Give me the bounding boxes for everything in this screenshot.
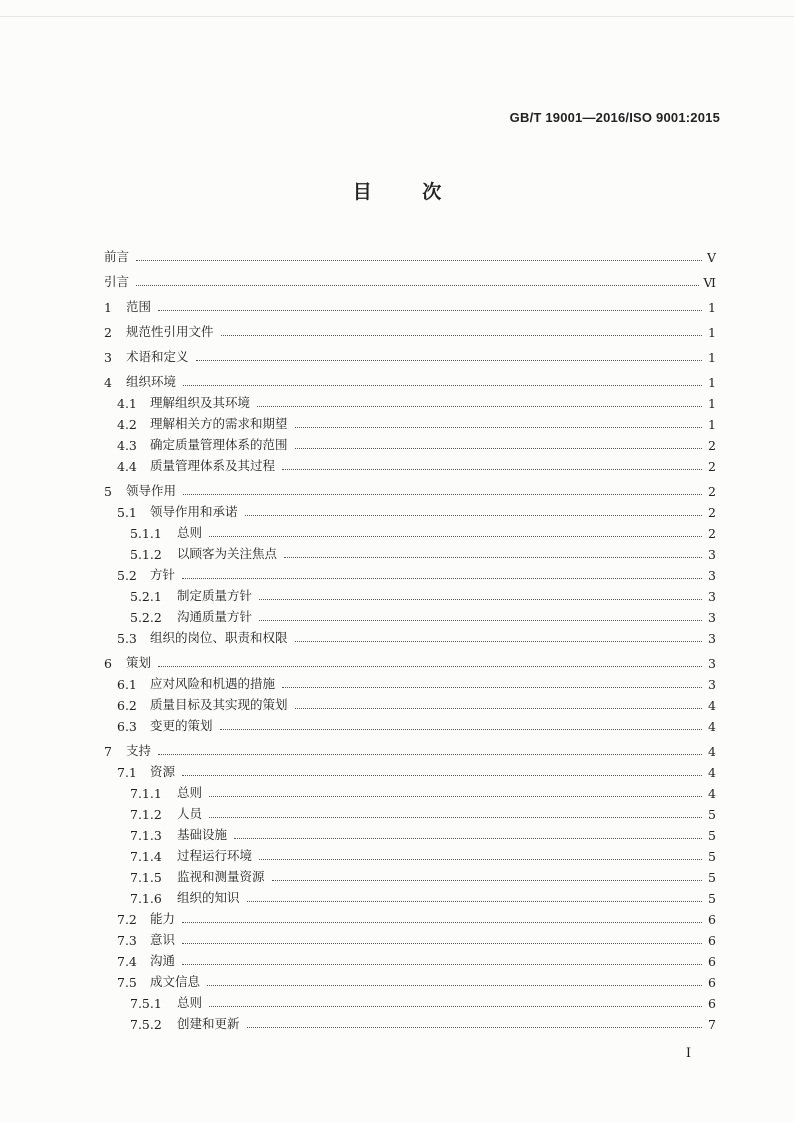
toc-entry-number: 7.4 — [117, 954, 137, 969]
toc-entry[interactable] — [104, 906, 716, 927]
dot-leader — [272, 880, 702, 881]
dot-leader — [282, 687, 702, 688]
toc-entry[interactable] — [104, 453, 716, 474]
dot-leader — [209, 796, 702, 797]
dot-leader — [247, 1027, 702, 1028]
toc-entry-number: 5.3 — [117, 631, 137, 646]
toc-entry[interactable] — [104, 269, 716, 290]
toc-entry-label: 人员 — [177, 806, 203, 821]
toc-entry-label: 监视和测量资源 — [177, 869, 265, 884]
toc-entry-label: 沟通 — [150, 953, 176, 968]
toc-entry-page: 5 — [708, 891, 716, 906]
toc-entry-label: 过程运行环境 — [177, 848, 253, 863]
toc-entry-page: 1 — [708, 417, 716, 432]
toc-entry-page: 2 — [708, 505, 716, 520]
toc-entry-label: 组织的知识 — [177, 890, 240, 905]
toc-entry[interactable] — [104, 411, 716, 432]
toc-entry-label: 方针 — [150, 567, 176, 582]
dot-leader — [183, 494, 702, 495]
dot-leader — [221, 335, 702, 336]
toc-entry-number: 2 — [104, 325, 112, 340]
toc-entry-label: 基础设施 — [177, 827, 228, 842]
toc-entry[interactable] — [104, 244, 716, 265]
dot-leader — [182, 922, 702, 923]
toc-entry-page: 4 — [708, 698, 716, 713]
toc-entry-number: 7.5 — [117, 975, 137, 990]
toc-entry-number: 6.1 — [117, 677, 137, 692]
toc-entry[interactable] — [104, 671, 716, 692]
toc-entry-page: 3 — [708, 631, 716, 646]
toc-entry-number: 5.2.1 — [130, 589, 162, 604]
toc-entry[interactable] — [104, 843, 716, 864]
toc-entry-label: 前言 — [104, 249, 130, 264]
toc-entry-number: 5.2.2 — [130, 610, 162, 625]
toc-entry-number: 4 — [104, 375, 112, 390]
toc-entry-number: 5.1.2 — [130, 547, 162, 562]
dot-leader — [136, 260, 702, 261]
toc-entry-page: 4 — [708, 786, 716, 801]
dot-leader — [259, 599, 702, 600]
toc-entry-number: 4.1 — [117, 396, 137, 411]
page-title: 目 次 — [352, 181, 464, 203]
toc-entry[interactable] — [104, 692, 716, 713]
dot-leader — [209, 817, 702, 818]
toc-entry-number: 5 — [104, 484, 112, 499]
toc-entry-number: 6 — [104, 656, 112, 671]
toc-entry-number: 5.2 — [117, 568, 137, 583]
toc-entry-label: 质量目标及其实现的策划 — [150, 697, 288, 712]
toc-entry-label: 范围 — [126, 299, 152, 314]
toc-entry-label: 理解组织及其环境 — [150, 395, 251, 410]
toc-entry-label: 应对风险和机遇的措施 — [150, 676, 276, 691]
dot-leader — [182, 943, 702, 944]
toc-entry-label: 意识 — [150, 932, 176, 947]
toc-entry-number: 7.1.6 — [130, 891, 162, 906]
toc-entry[interactable] — [104, 541, 716, 562]
toc-entry-number: 7.1.3 — [130, 828, 162, 843]
toc-entry-number: 7.1.1 — [130, 786, 162, 801]
dot-leader — [182, 775, 702, 776]
toc-entry-label: 以顾客为关注焦点 — [177, 546, 278, 561]
toc-entry-label: 支持 — [126, 743, 152, 758]
toc-entry-page: 3 — [708, 547, 716, 562]
dot-leader — [183, 385, 702, 386]
dot-leader — [284, 557, 702, 558]
toc-entry-label: 成文信息 — [150, 974, 201, 989]
toc-entry-page: 3 — [708, 610, 716, 625]
dot-leader — [158, 754, 702, 755]
toc-entry[interactable] — [104, 759, 716, 780]
toc-entry[interactable] — [104, 390, 716, 411]
toc-entry-number: 3 — [104, 350, 112, 365]
toc-entry[interactable] — [104, 319, 716, 340]
toc-entry-page: 1 — [708, 396, 716, 411]
toc-entry-page: 6 — [708, 912, 716, 927]
toc-entry-page: 6 — [708, 954, 716, 969]
toc-entry[interactable] — [104, 822, 716, 843]
toc-entry-page: 7 — [708, 1017, 716, 1032]
toc-entry[interactable] — [104, 583, 716, 604]
toc-entry-page: 6 — [708, 996, 716, 1011]
dot-leader — [158, 666, 702, 667]
toc-entry[interactable] — [104, 294, 716, 315]
toc-entry-label: 领导作用和承诺 — [150, 504, 238, 519]
toc-entry-page: 2 — [708, 526, 716, 541]
toc-entry-page: 2 — [708, 438, 716, 453]
toc-entry-page: 5 — [708, 870, 716, 885]
toc-entry-number: 5.1.1 — [130, 526, 162, 541]
dot-leader — [182, 578, 702, 579]
toc-entry[interactable] — [104, 885, 716, 906]
toc-entry-label: 组织环境 — [126, 374, 177, 389]
toc-entry-page: 6 — [708, 975, 716, 990]
dot-leader — [295, 708, 702, 709]
dot-leader — [136, 285, 699, 286]
toc-entry[interactable] — [104, 969, 716, 990]
dot-leader — [220, 729, 702, 730]
toc-entry[interactable] — [104, 713, 716, 734]
dot-leader — [295, 641, 702, 642]
dot-leader — [196, 360, 702, 361]
toc-entry-label: 策划 — [126, 655, 152, 670]
toc-entry-label: 规范性引用文件 — [126, 324, 214, 339]
toc-entry-label: 能力 — [150, 911, 176, 926]
toc-entry[interactable] — [104, 499, 716, 520]
toc-entry-number: 4.4 — [117, 459, 137, 474]
toc-entry[interactable] — [104, 864, 716, 885]
toc-entry-page: 4 — [708, 765, 716, 780]
toc-entry-number: 4.2 — [117, 417, 137, 432]
toc-entry-number: 7.1.2 — [130, 807, 162, 822]
toc-entry-label: 质量管理体系及其过程 — [150, 458, 276, 473]
toc-entry-page: 6 — [708, 933, 716, 948]
toc-entry-label: 总则 — [177, 525, 203, 540]
toc-entry-number: 7.1 — [117, 765, 137, 780]
dot-leader — [234, 838, 702, 839]
toc-entry[interactable] — [104, 604, 716, 625]
toc-entry-number: 5.1 — [117, 505, 137, 520]
toc-entry-number: 4.3 — [117, 438, 137, 453]
toc-entry-number: 7.5.2 — [130, 1017, 162, 1032]
toc-entry[interactable] — [104, 520, 716, 541]
toc-entry-number: 6.2 — [117, 698, 137, 713]
toc-entry-label: 理解相关方的需求和期望 — [150, 416, 288, 431]
toc-entry-label: 组织的岗位、职责和权限 — [150, 630, 288, 645]
toc-entry-page: 2 — [708, 484, 716, 499]
toc-entry[interactable] — [104, 1011, 716, 1032]
dot-leader — [282, 469, 702, 470]
dot-leader — [245, 515, 702, 516]
dot-leader — [182, 964, 702, 965]
toc-entry-page: 3 — [708, 568, 716, 583]
toc-entry-number: 6.3 — [117, 719, 137, 734]
toc-entry-label: 资源 — [150, 764, 176, 779]
toc-entry[interactable] — [104, 478, 716, 499]
toc-entry-label: 创建和更新 — [177, 1016, 240, 1031]
dot-leader — [259, 859, 702, 860]
toc-entry-number: 1 — [104, 300, 112, 315]
toc-entry[interactable] — [104, 927, 716, 948]
toc-entry-number: 7 — [104, 744, 112, 759]
toc-entry-number: 7.3 — [117, 933, 137, 948]
toc-entry-page: 4 — [708, 719, 716, 734]
dot-leader — [247, 901, 702, 902]
toc-entry[interactable] — [104, 990, 716, 1011]
toc-entry-label: 变更的策划 — [150, 718, 213, 733]
toc-entry-label: 术语和定义 — [126, 349, 189, 364]
toc-entry[interactable] — [104, 562, 716, 583]
page-top-edge — [0, 16, 794, 17]
toc-entry-number: 7.5.1 — [130, 996, 162, 1011]
toc-entry-label: 沟通质量方针 — [177, 609, 253, 624]
toc-entry-label: 制定质量方针 — [177, 588, 253, 603]
toc-entry[interactable] — [104, 650, 716, 671]
toc-entry-page: 3 — [708, 656, 716, 671]
toc-entry-page: 3 — [708, 589, 716, 604]
toc-entry-page: 4 — [708, 744, 716, 759]
dot-leader — [158, 310, 702, 311]
page-number: I — [685, 1046, 691, 1061]
dot-leader — [259, 620, 702, 621]
toc-entry-page: Ⅵ — [703, 275, 716, 290]
dot-leader — [295, 427, 702, 428]
toc-entry-page: 1 — [708, 350, 716, 365]
table-of-contents — [104, 244, 716, 1032]
dot-leader — [209, 1006, 702, 1007]
toc-entry-label: 总则 — [177, 995, 203, 1010]
toc-entry-page: 1 — [708, 325, 716, 340]
toc-entry[interactable] — [104, 780, 716, 801]
dot-leader — [257, 406, 702, 407]
toc-entry-page: Ⅴ — [706, 250, 716, 265]
dot-leader — [209, 536, 702, 537]
standard-code: GB/T 19001—2016/ISO 9001:2015 — [509, 110, 720, 125]
toc-entry[interactable] — [104, 948, 716, 969]
toc-entry[interactable] — [104, 738, 716, 759]
toc-entry[interactable] — [104, 432, 716, 453]
toc-entry-page: 5 — [708, 828, 716, 843]
toc-entry-page: 2 — [708, 459, 716, 474]
toc-entry-page: 5 — [708, 807, 716, 822]
toc-entry-label: 总则 — [177, 785, 203, 800]
toc-entry-page: 1 — [708, 375, 716, 390]
toc-entry-label: 引言 — [104, 274, 130, 289]
toc-entry-number: 7.1.5 — [130, 870, 162, 885]
toc-entry-label: 确定质量管理体系的范围 — [150, 437, 288, 452]
dot-leader — [295, 448, 702, 449]
toc-entry-label: 领导作用 — [126, 483, 177, 498]
dot-leader — [207, 985, 702, 986]
toc-entry[interactable] — [104, 369, 716, 390]
toc-entry-number: 7.2 — [117, 912, 137, 927]
toc-entry[interactable] — [104, 625, 716, 646]
toc-entry-page: 5 — [708, 849, 716, 864]
toc-entry-page: 1 — [708, 300, 716, 315]
toc-entry[interactable] — [104, 344, 716, 365]
toc-entry[interactable] — [104, 801, 716, 822]
toc-entry-number: 7.1.4 — [130, 849, 162, 864]
toc-entry-page: 3 — [708, 677, 716, 692]
